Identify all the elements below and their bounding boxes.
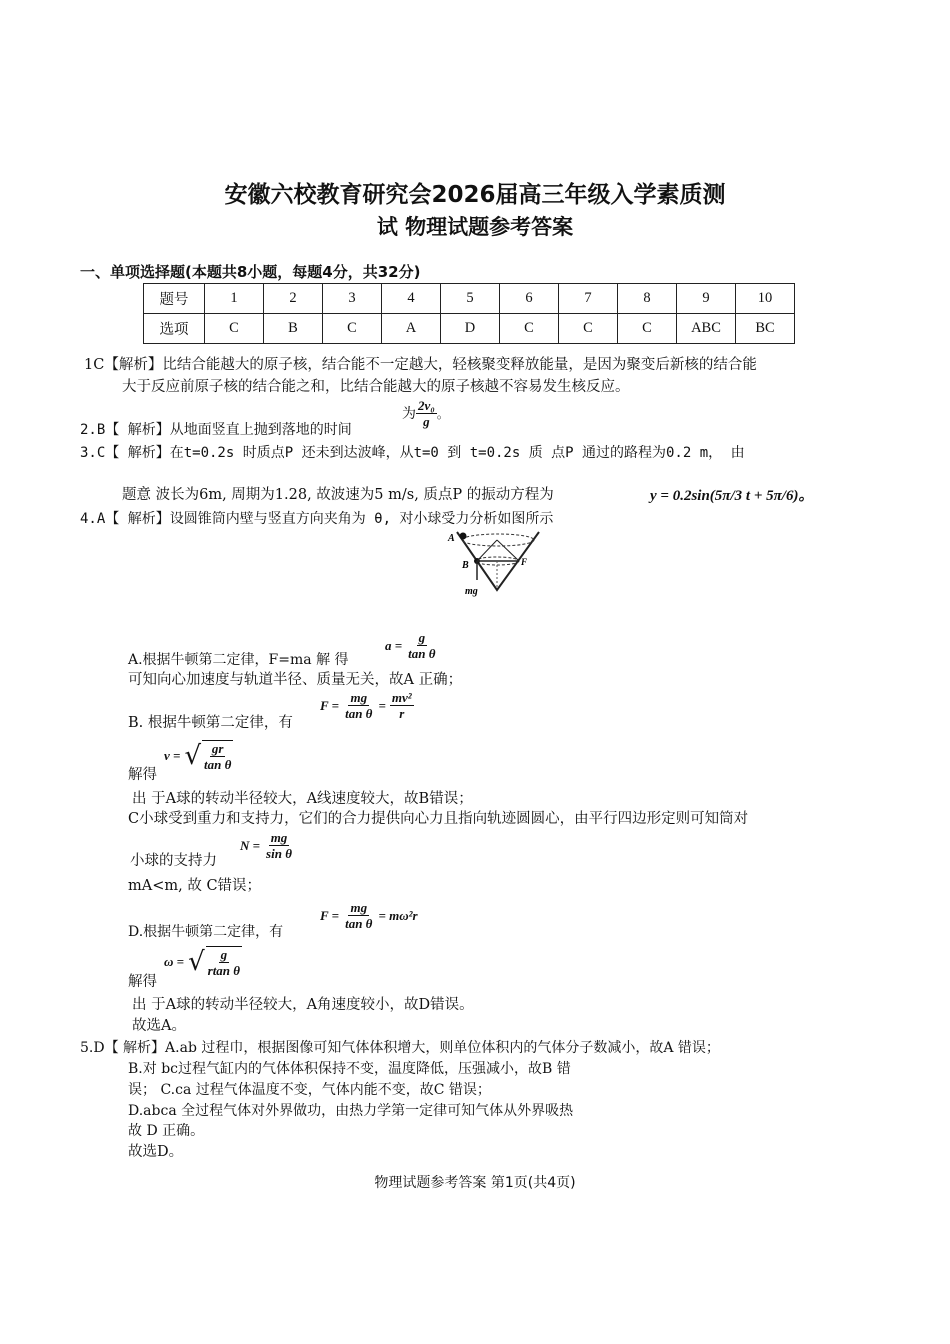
- q4-d-num: mg: [350, 900, 368, 915]
- q5-line1: 5.D【 解析】A.ab 过程巾，根据图像可知气体体积增大，则单位体积内的气体分子数减小，故A 错误；: [80, 1040, 720, 1056]
- table-cell: 7: [559, 284, 618, 314]
- ball-a: [460, 533, 467, 540]
- q4-d-line3: 出 于A球的转动半径较大，A角速度较小，故D错误。: [132, 997, 474, 1013]
- table-cell: C: [618, 314, 677, 344]
- q3-equation: y = 0.2sin(5π/3 t + 5π/6)。: [650, 488, 814, 504]
- table-cell: BC: [736, 314, 795, 344]
- q4-a-line2: 可知向心加速度与轨道半径、质量无关，故A 正确；: [128, 672, 463, 688]
- q4-d-w-lhs: ω =: [164, 954, 185, 969]
- q4-b-solve: 解得: [128, 767, 157, 783]
- q5-line3: 误； C.ca 过程气体温度不变，气体内能不变，故C 错误；: [128, 1082, 491, 1098]
- q4-line1: 4.A【 解析】设圆锥筒内壁与竖直方向夹角为 θ, 对小球受力分析如图所示: [80, 511, 554, 527]
- q4-a-den: tan θ: [408, 646, 436, 661]
- force-diagram-figure: [445, 528, 545, 600]
- q3-line1: 3.C【 解析】在t=0.2s 时质点P 还未到达波峰，从t=0 到 t=0.2s 质 点P 通过的路程为0.2 m， 由: [80, 445, 745, 461]
- table-cell: 6: [500, 284, 559, 314]
- table-row: [144, 314, 795, 344]
- q1-line1: 1C【解析】比结合能越大的原子核，结合能不一定越大，轻核聚变释放能量，是因为聚变后新核的结合能: [84, 357, 757, 373]
- q4-c-line3: mA<m, 故 C错误；: [128, 878, 262, 894]
- q4-c-num: mg: [270, 830, 288, 845]
- q4-d-w-formula: ω = √ $\frac{g}{\text{rtan θ}}$: [164, 947, 241, 978]
- q4-b-num1: mg: [350, 690, 368, 705]
- q4-a-num: g: [418, 630, 426, 645]
- q2-text: 2.B【 解析】从地面竖直上抛到落地的时间: [80, 422, 352, 438]
- q4-d-w-num: g: [220, 947, 228, 962]
- q2-num: 2v₀: [418, 398, 435, 413]
- table-cell: 10: [736, 284, 795, 314]
- label-mg: mg: [465, 586, 478, 597]
- orbit-upper: [462, 534, 534, 546]
- table-cell: A: [382, 314, 441, 344]
- section-header: 一、单项选择题(本题共8小题，每题4分，共32分): [80, 263, 421, 281]
- resultant-line: [497, 540, 519, 561]
- q4-c-den: sin θ: [266, 846, 292, 861]
- table-cell: C: [559, 314, 618, 344]
- q2-formula: [402, 398, 449, 429]
- table-cell: 5: [441, 284, 500, 314]
- table-cell: C: [205, 314, 264, 344]
- q2-wei: 为: [402, 405, 416, 422]
- q4-b-den2: r: [399, 706, 405, 721]
- q5-line4: D.abca 全过程气体对外界做功，由热力学第一定律可知气体从外界吸热: [128, 1103, 574, 1119]
- q2-den: g: [423, 414, 430, 429]
- q4-a-lhs: a =: [385, 637, 403, 653]
- q4-b-formula: F = $\frac{mg}{\text{tan θ}}$ = $\frac{\text{mv²}}{r}$: [320, 690, 412, 721]
- q4-b-line3: 出 于A球的转动半径较大，A线速度较大，故B错误；: [132, 791, 473, 807]
- q4-choose: 故选A。: [132, 1018, 186, 1034]
- q4-d-w-frac: [206, 946, 242, 978]
- page-footer: 物理试题参考答案 第1页(共4页): [374, 1175, 576, 1191]
- table-cell: B: [264, 314, 323, 344]
- table-cell: ABC: [677, 314, 736, 344]
- normal-force-line: [477, 540, 497, 561]
- q2-frac: [416, 398, 437, 429]
- q4-c-lhs: N =: [240, 837, 261, 853]
- q4-d-solve: 解得: [128, 974, 157, 990]
- q5-line2: B.对 bc过程气缸内的气体体积保持不变，温度降低，压强减小，故B 错: [128, 1061, 571, 1077]
- table-row: [144, 284, 795, 314]
- table-cell: 4: [382, 284, 441, 314]
- table-cell: 3: [323, 284, 382, 314]
- q4-b-den1: tan θ: [345, 706, 373, 721]
- q4-a-formula: [385, 630, 438, 661]
- q4-c-line1: C小球受到重力和支持力，它们的合力提供向心力且指向轨迹圆圆心，由平行四边形定则可知筒对: [128, 811, 749, 827]
- table-cell: 选项: [144, 314, 205, 344]
- q4-b-num2: mv²: [391, 690, 412, 705]
- table-cell: 2: [264, 284, 323, 314]
- q3-line2: 题意 波长为6m, 周期为1.28, 故波速为5 m/s, 质点P 的振动方程为: [122, 487, 554, 503]
- q4-c-formula: [240, 830, 294, 861]
- q4-c-text: 小球的支持力: [130, 853, 217, 869]
- label-a: A: [448, 533, 455, 544]
- q1-line2: 大于反应前原子核的结合能之和，比结合能越大的原子核越不容易发生核反应。: [122, 379, 630, 395]
- q4-c-frac: [264, 830, 294, 861]
- table-cell: C: [323, 314, 382, 344]
- q4-d-rhs: = mω²r: [378, 907, 418, 923]
- label-b: B: [462, 560, 469, 571]
- q5-choose: 故选D。: [128, 1144, 184, 1160]
- q5-line5: 故 D 正确。: [128, 1123, 205, 1139]
- label-f: F: [521, 557, 528, 567]
- q4-b-lhs: F =: [320, 697, 340, 713]
- q4-d-den: tan θ: [345, 916, 373, 931]
- page-title: 安徽六校教育研究会2026届高三年级入学素质测: [224, 182, 726, 208]
- page-subtitle: 试 物理试题参考答案: [376, 215, 574, 239]
- table-cell: D: [441, 314, 500, 344]
- answer-table: [143, 283, 795, 344]
- q4-b-text: B. 根据牛顿第二定律，有: [128, 715, 293, 731]
- q4-b-frac1: [343, 690, 374, 721]
- q4-a-text: A.根据牛顿第二定律，F=ma 解 得: [128, 652, 349, 668]
- q4-a-frac: [406, 630, 437, 661]
- table-cell: 题号: [144, 284, 205, 314]
- q4-b-frac2: [390, 690, 414, 721]
- q4-b-v-num: gr: [211, 741, 224, 756]
- q4-d-text: D.根据牛顿第二定律，有: [128, 924, 284, 940]
- q4-d-frac: [343, 900, 374, 931]
- q4-d-w-den: rtan θ: [207, 963, 241, 978]
- q4-b-v-frac: [202, 740, 233, 772]
- q4-b-v-lhs: v =: [164, 748, 181, 763]
- q4-b-v-den: tan θ: [204, 757, 232, 772]
- q4-b-v-formula: v = √ $\frac{gr}{\text{tan θ}}$: [164, 741, 232, 772]
- q4-d-formula: [320, 900, 418, 931]
- q2-line: [80, 420, 352, 440]
- table-cell: C: [500, 314, 559, 344]
- table-cell: 8: [618, 284, 677, 314]
- table-cell: 9: [677, 284, 736, 314]
- q2-end: 。: [436, 406, 449, 421]
- q4-d-lhs: F =: [320, 907, 340, 923]
- table-cell: 1: [205, 284, 264, 314]
